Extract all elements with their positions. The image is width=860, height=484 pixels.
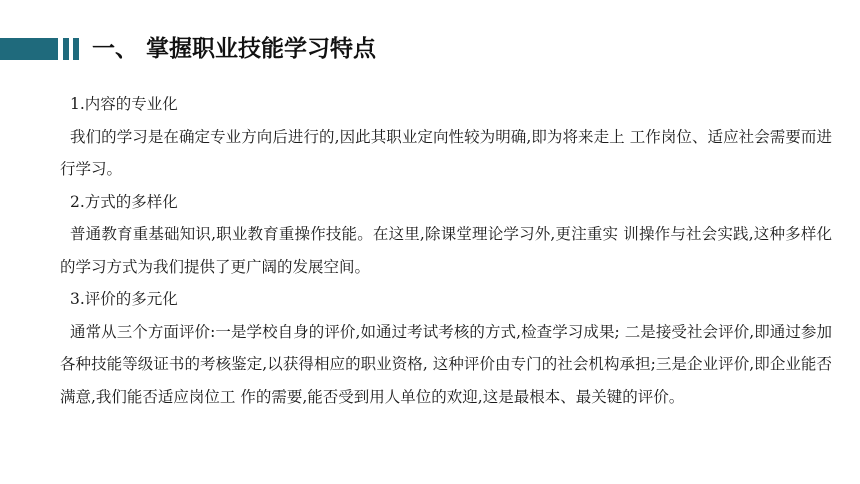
- section-heading: 1.内容的专业化: [70, 95, 178, 113]
- section-paragraph: 普通教育重基础知识,职业教育重操作技能。在这里,除课堂理论学习外,更注重实 训操作与社会实践,这种多样化的学习方式为我们提供了更广阔的发展空间。: [60, 225, 832, 276]
- header-accent-stripe: [63, 38, 69, 60]
- header-accent-bar: [0, 38, 58, 60]
- section-paragraph: 通常从三个方面评价:一是学校自身的评价,如通过考试考核的方式,检查学习成果; 二是接受社会评价,即通过参加各种技能等级证书的考核鉴定,以获得相应的职业资格, 这种评价由专门的社会机构承担;三是企业评价,即企业能否满意,我们能否适应岗位工 作的需要,能否受到用人单位的欢迎,这是最根本、最关键的评价。: [60, 322, 832, 406]
- section-heading: 2.方式的多样化: [70, 192, 178, 211]
- section-heading: 3.评价的多元化: [70, 290, 178, 308]
- header-accent-stripe: [73, 38, 79, 60]
- document-body: [60, 88, 832, 413]
- page-title: 一、 掌握职业技能学习特点: [92, 36, 377, 62]
- section-paragraph: 我们的学习是在确定专业方向后进行的,因此其职业定向性较为明确,即为将来走上 工作岗位、适应社会需要而进行学习。: [60, 127, 832, 178]
